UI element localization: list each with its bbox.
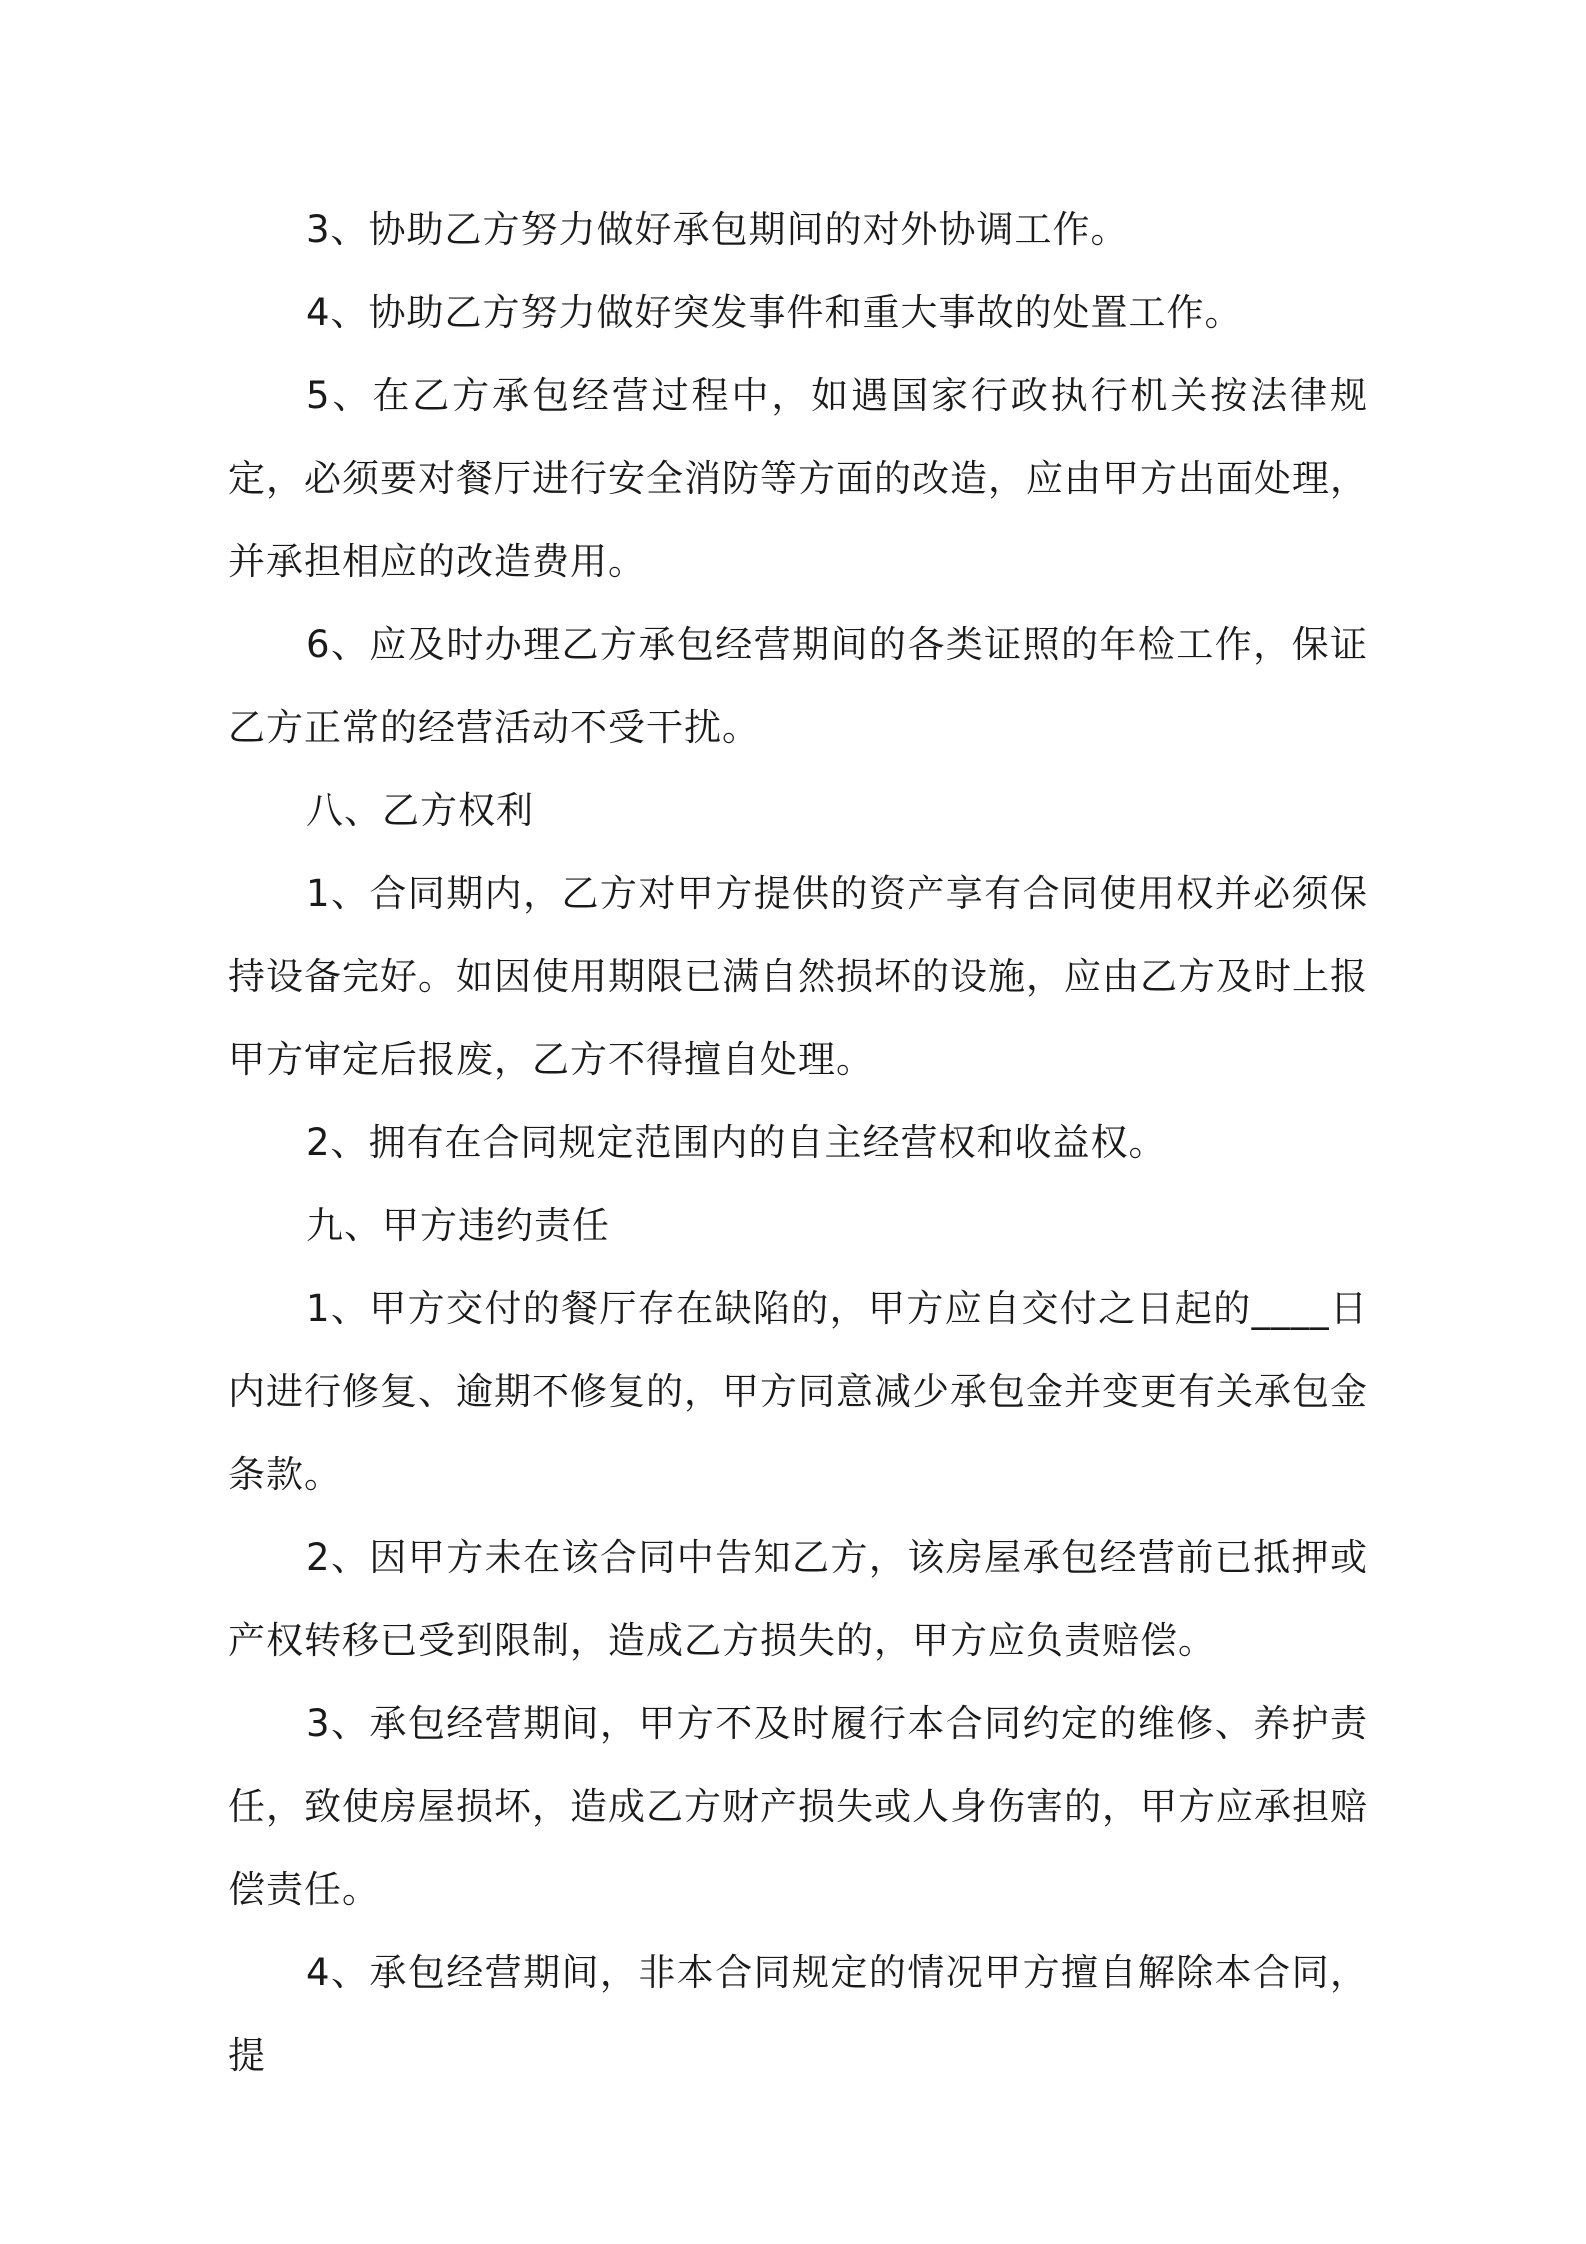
paragraph-liability-4: 4、承包经营期间，非本合同规定的情况甲方擅自解除本合同，提 bbox=[228, 1951, 1368, 2077]
paragraph-item-4: 4、协助乙方努力做好突发事件和重大事故的处置工作。 bbox=[306, 291, 1243, 334]
paragraph-item-6: 6、应及时办理乙方承包经营期间的各类证照的年检工作，保证乙方正常的经营活动不受干扰。 bbox=[228, 623, 1368, 749]
paragraph-item-3: 3、协助乙方努力做好承包期间的对外协调工作。 bbox=[306, 208, 1129, 251]
paragraph-liability-2: 2、因甲方未在该合同中告知乙方，该房屋承包经营前已抵押或产权转移已受到限制，造成乙方损失的，甲方应负责赔偿。 bbox=[228, 1536, 1368, 1662]
document-body bbox=[228, 188, 1368, 2097]
paragraph-liability-3: 3、承包经营期间，甲方不及时履行本合同约定的维修、养护责任，致使房屋损坏，造成乙方财产损失或人身伤害的，甲方应承担赔偿责任。 bbox=[228, 1702, 1368, 1911]
section-heading-party-a-liability: 九、甲方违约责任 bbox=[306, 1204, 610, 1247]
paragraph-item-5: 5、在乙方承包经营过程中，如遇国家行政执行机关按法律规定，必须要对餐厅进行安全消防等方面的改造，应由甲方出面处理，并承担相应的改造费用。 bbox=[228, 374, 1368, 583]
section-heading-party-b-rights: 八、乙方权利 bbox=[306, 789, 534, 832]
paragraph-rights-2: 2、拥有在合同规定范围内的自主经营权和收益权。 bbox=[306, 1121, 1167, 1164]
paragraph-rights-1: 1、合同期内，乙方对甲方提供的资产享有合同使用权并必须保持设备完好。如因使用期限已满自然损坏的设施，应由乙方及时上报甲方审定后报废，乙方不得擅自处理。 bbox=[228, 872, 1368, 1081]
paragraph-liability-1: 1、甲方交付的餐厅存在缺陷的，甲方应自交付之日起的____日内进行修复、逾期不修复的，甲方同意减少承包金并变更有关承包金条款。 bbox=[228, 1287, 1368, 1496]
